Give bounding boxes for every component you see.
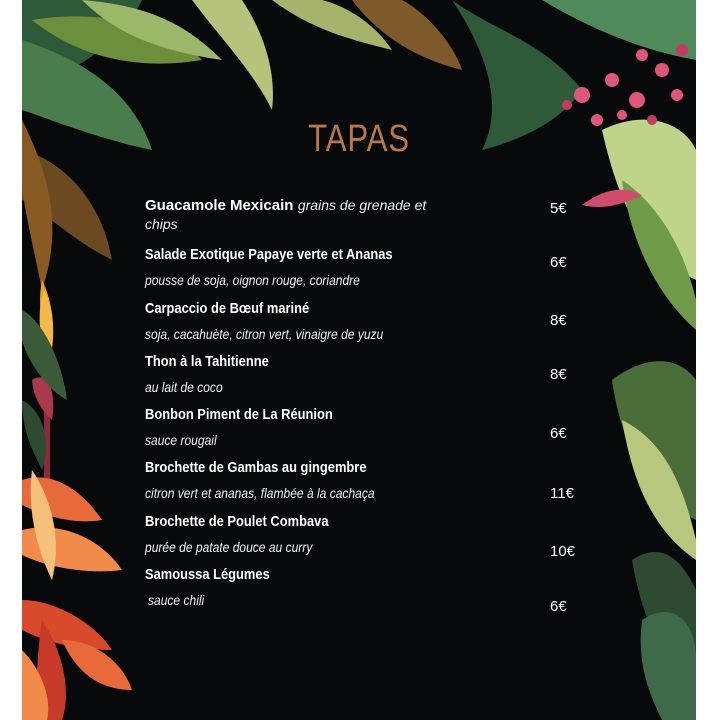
menu-item-name: Bonbon Piment de La Réunion bbox=[145, 406, 333, 423]
menu-item-name: Brochette de Gambas au gingembre bbox=[145, 459, 367, 476]
menu-item-description: grains de grenade et bbox=[297, 197, 427, 213]
menu-page bbox=[22, 0, 696, 720]
menu-item bbox=[145, 353, 585, 395]
menu-item-description: soja, cacahuète, citron vert, vinaigre de yuzu bbox=[145, 326, 384, 342]
menu-item-description-line2: chips bbox=[145, 216, 178, 232]
menu-item bbox=[145, 459, 585, 501]
menu-item bbox=[145, 513, 585, 555]
menu-item-name: Samoussa Légumes bbox=[145, 566, 270, 583]
menu-item-price: 10€ bbox=[550, 543, 576, 560]
menu-item bbox=[145, 406, 585, 448]
menu-item-description: purée de patate douce au curry bbox=[145, 539, 313, 555]
menu-item-name: Salade Exotique Papaye verte et Ananas bbox=[145, 246, 393, 263]
menu-item-name: Thon à la Tahitienne bbox=[145, 353, 269, 370]
menu-item-description: pousse de soja, oignon rouge, coriandre bbox=[145, 272, 360, 288]
menu-item-price: 8€ bbox=[550, 312, 567, 329]
menu-item-price: 6€ bbox=[550, 598, 567, 615]
menu-item-name: Guacamole Mexicain bbox=[145, 197, 294, 214]
menu-item-description: sauce chili bbox=[148, 592, 205, 608]
menu-item-name: Brochette de Poulet Combava bbox=[145, 513, 329, 530]
menu-item-description: citron vert et ananas, flambée à la cachaça bbox=[145, 485, 375, 501]
menu-item-description: au lait de coco bbox=[145, 379, 223, 395]
menu-item bbox=[145, 300, 585, 342]
menu-item-name: Carpaccio de Bœuf mariné bbox=[145, 300, 310, 317]
menu-item-price: 6€ bbox=[550, 425, 567, 442]
menu-item-price: 8€ bbox=[550, 366, 567, 383]
menu-item-price: 5€ bbox=[550, 200, 567, 217]
menu-item bbox=[145, 196, 585, 234]
menu-item-price: 11€ bbox=[550, 485, 574, 502]
menu-item-description: sauce rougail bbox=[145, 432, 217, 448]
menu-item bbox=[145, 566, 585, 608]
section-title: TAPAS bbox=[308, 118, 410, 160]
menu-item bbox=[145, 246, 585, 288]
menu-item-price: 6€ bbox=[550, 254, 567, 271]
